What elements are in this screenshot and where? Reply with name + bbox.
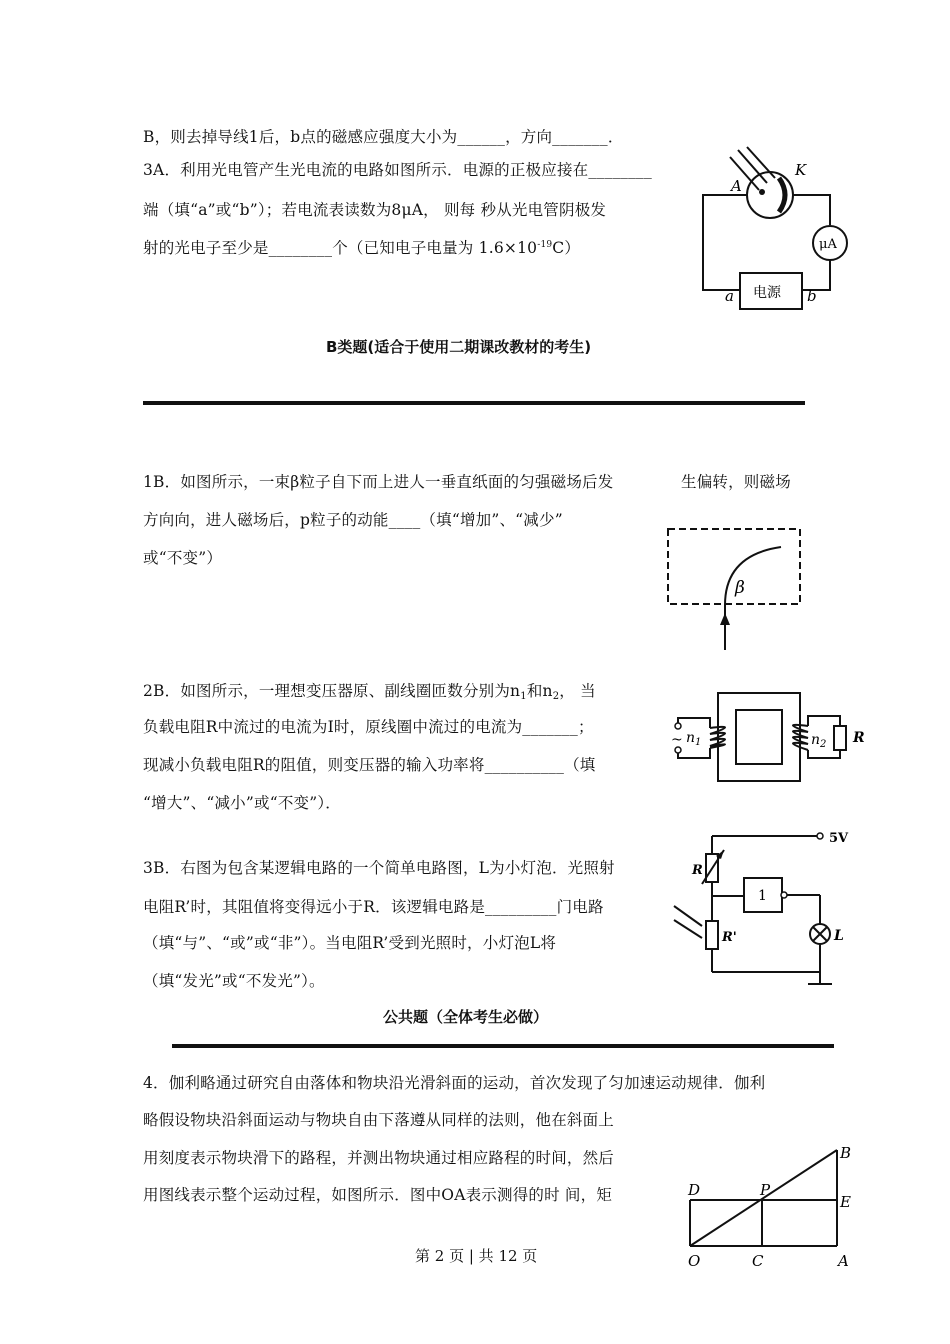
q2b-line2: 负载电阻R中流过的电流为I时，原线圈中流过的电流为_______； (143, 718, 594, 736)
q3a-line3 (143, 235, 580, 258)
not-gate-label: 1 (758, 888, 767, 904)
galileo-graph-figure (680, 1140, 860, 1275)
q2b-line4: “增大”、“减小”或“不变”）． (143, 794, 341, 812)
point-P-label: P (760, 1181, 771, 1199)
photocell-circuit-figure (695, 145, 855, 315)
q4-line4: 用图线表示整个运动过程，如图所示．图中OA表示测得的时 间，矩 (143, 1186, 613, 1204)
point-C-label: C (752, 1252, 764, 1270)
q3b-line3: （填“与”、“或”或“非”）。当电阻R’受到光照时，小灯泡L将 (143, 934, 557, 952)
beta-label: β (735, 578, 745, 598)
n1-label: $n_1$ (686, 730, 702, 748)
power-source-label: 电源 (753, 285, 781, 301)
public-section-divider (172, 1044, 834, 1048)
point-O-label: O (688, 1252, 701, 1270)
q3a-line1: 3A．利用光电管产生光电流的电路如图所示．电源的正极应接在________ (143, 161, 652, 179)
lamp-label: L (834, 928, 844, 944)
point-A-label: A (838, 1252, 849, 1270)
q2b-line1-pre: 2B．如图所示，一理想变压器原、副线圈匝数分别为n (143, 682, 521, 700)
q3a-line3-pre: 射的光电子至少是________个（已知电子电量为 1.6×10 (143, 239, 538, 257)
section-divider (143, 401, 805, 405)
q1b-line1-tail: 生偏转，则磁场 (681, 473, 791, 491)
q3b-line1: 3B．右图为包含某逻辑电路的一个简单电路图，L为小灯泡．光照射 (143, 859, 615, 877)
q2b-line3: 现减小负载电阻R的阻值，则变压器的输入功率将__________（填 (143, 756, 596, 774)
q4-line3: 用刻度表示物块滑下的路程，并测出物块通过相应路程的时间，然后 (143, 1149, 615, 1167)
q2b-line1 (143, 681, 596, 707)
n2-label: $n_2$ (811, 732, 827, 750)
microammeter-label: μA (819, 237, 837, 252)
label-K: K (795, 161, 807, 179)
point-E-label: E (840, 1193, 851, 1211)
photoresistor-label: R' (722, 930, 737, 945)
supply-voltage-label: 5V (829, 831, 849, 846)
q1b-line3: 或“不变”） (143, 549, 223, 567)
q1b-line2: 方向向，进人磁场后，p粒子的动能____（填“增加”、“减少” (143, 511, 563, 529)
q3a-line3-post: C） (552, 239, 581, 257)
q2b-sub2: 2 (552, 691, 560, 702)
load-resistor-label: R (853, 730, 865, 746)
q3a-exponent: -19 (537, 240, 553, 250)
q3a-line2: 端（填“a”或“b”）；若电流表读数为8μA， 则每 秒从光电管阴极发 (143, 201, 607, 219)
beta-particle-figure (663, 525, 808, 650)
point-D-label: D (688, 1181, 701, 1199)
q3b-line4: （填“发光”或“不发光”）。 (143, 972, 325, 990)
q2b-sub1: 1 (520, 691, 527, 702)
q4-line1: 4．伽利略通过研究自由落体和物块沿光滑斜面的运动，首次发现了匀加速运动规律．伽利 (143, 1074, 766, 1092)
section-a-line-b: B，则去掉导线1后，b点的磁感应强度大小为______，方向_______． (143, 128, 624, 146)
logic-circuit-figure (672, 826, 862, 996)
transformer-figure (668, 688, 868, 788)
page-footer: 第 2 页 | 共 12 页 (415, 1247, 538, 1265)
q3b-line2: 电阻R’时，其阻值将变得远小于R．该逻辑电路是_________门电路 (143, 898, 604, 916)
terminal-a-label: a (725, 287, 734, 305)
q1b-line1: 1B．如图所示，一束β粒子自下而上进人一垂直纸面的匀强磁场后发 (143, 473, 614, 491)
q2b-line1-post: ， 当 (559, 682, 596, 700)
point-B-label: B (840, 1144, 852, 1162)
section-b-heading: B类题(适合于使用二期课改教材的考生) (326, 338, 592, 356)
ac-source-icon: ~ (671, 732, 683, 748)
resistor-R-label: R (692, 863, 703, 878)
public-section-heading: 公共题（全体考生必做） (383, 1008, 549, 1026)
q2b-line1-mid: 和n (526, 682, 553, 700)
terminal-b-label: b (807, 287, 817, 305)
q4-line2: 略假设物块沿斜面运动与物块自由下落遵从同样的法则，他在斜面上 (143, 1111, 615, 1129)
label-A: A (731, 177, 742, 195)
